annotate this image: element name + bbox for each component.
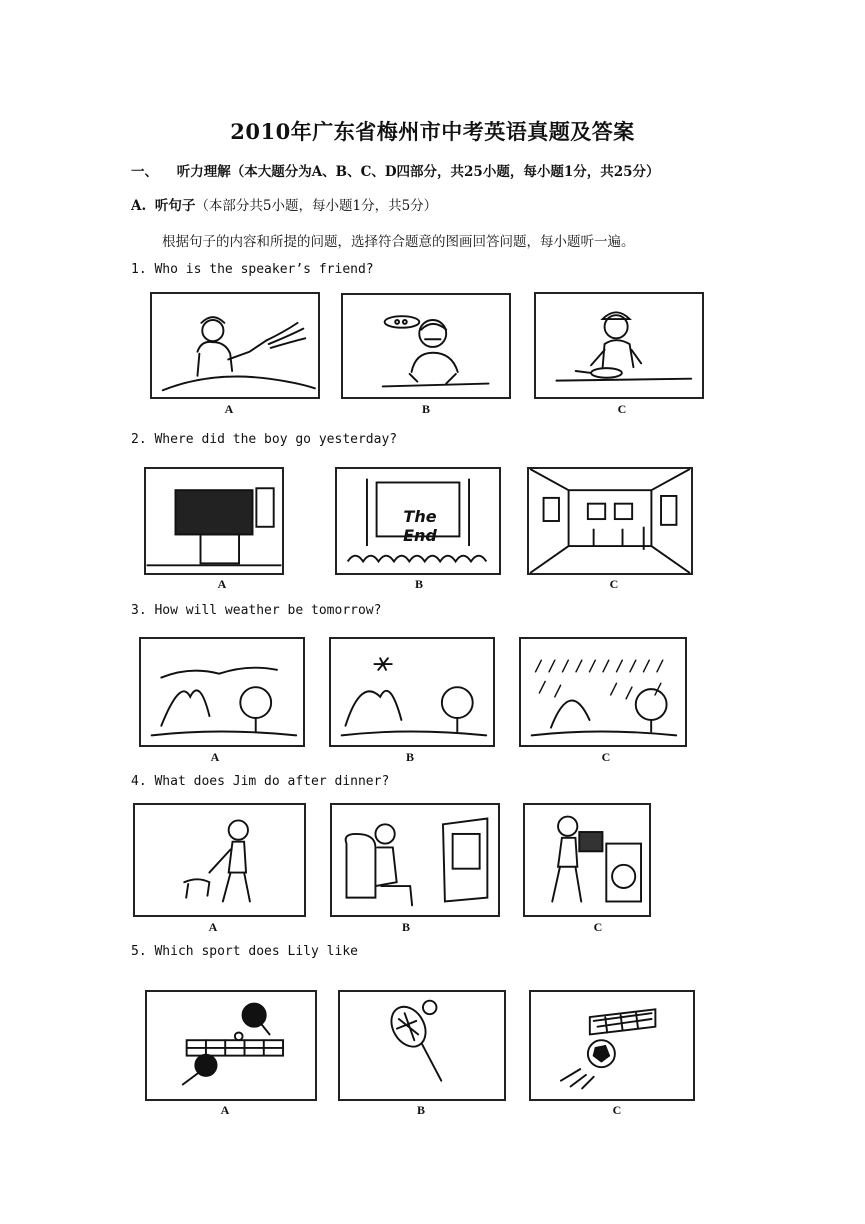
q3-picture-b-sunny [329, 637, 495, 747]
q2-picture-c-gallery [527, 467, 693, 575]
q2-picture-a-tv [144, 467, 284, 575]
q5-label-a: A [220, 1103, 230, 1117]
instruction: 根据句子的内容和所提的问题，选择符合题意的图画回答问题，每小题听一遍。 [162, 234, 635, 250]
q4-label-c: C [593, 920, 603, 934]
q2-picture-b-cinema [335, 467, 501, 575]
section-title: 听力理解（本大题分为A、B、C、D四部分，共25小题，每小题1分，共25分） [176, 164, 660, 180]
q4-label-b: B [401, 920, 410, 934]
q5-picture-c-football [529, 990, 695, 1101]
q3-label-b: B [405, 750, 414, 764]
section-heading [131, 160, 660, 180]
q4-picture-c-laundry [523, 803, 651, 917]
q3-label-c: C [601, 750, 611, 764]
part-title: 听句子 [154, 198, 196, 214]
cinema-screen-text: The End [403, 507, 437, 545]
part-note: （本部分共5小题，每小题1分，共5分） [195, 198, 438, 214]
part-label: A. [131, 198, 147, 214]
page-title: 2010年广东省梅州市中考英语真题及答案 [230, 119, 635, 144]
question-4: 4. What does Jim do after dinner? [131, 774, 390, 789]
question-3: 3. How will weather be tomorrow? [131, 603, 382, 618]
q2-label-b: B [414, 577, 423, 591]
q5-picture-b-tennis [338, 990, 506, 1101]
question-2: 2. Where did the boy go yesterday? [131, 432, 398, 447]
q5-label-b: B [416, 1103, 425, 1117]
q1-picture-a-firefighter [150, 292, 320, 399]
q1-picture-b-doctor [341, 293, 511, 399]
q3-picture-c-rainy [519, 637, 687, 747]
q4-label-a: A [208, 920, 218, 934]
section-number: 一、 [131, 164, 158, 180]
question-1: 1. Who is the speaker’s friend? [131, 262, 374, 277]
q1-picture-c-cook [534, 292, 704, 399]
q4-picture-a-walking-dog [133, 803, 306, 917]
q2-label-a: A [217, 577, 227, 591]
q2-label-c: C [609, 577, 619, 591]
q4-picture-b-watching-tv [330, 803, 500, 917]
q3-label-a: A [210, 750, 220, 764]
part-a-heading [131, 194, 437, 214]
q3-picture-a-cloudy [139, 637, 305, 747]
question-5: 5. Which sport does Lily like [131, 944, 358, 959]
q1-label-c: C [617, 402, 627, 416]
q5-picture-a-table-tennis [145, 990, 317, 1101]
q1-label-a: A [224, 402, 234, 416]
q5-label-c: C [612, 1103, 622, 1117]
q1-label-b: B [421, 402, 430, 416]
